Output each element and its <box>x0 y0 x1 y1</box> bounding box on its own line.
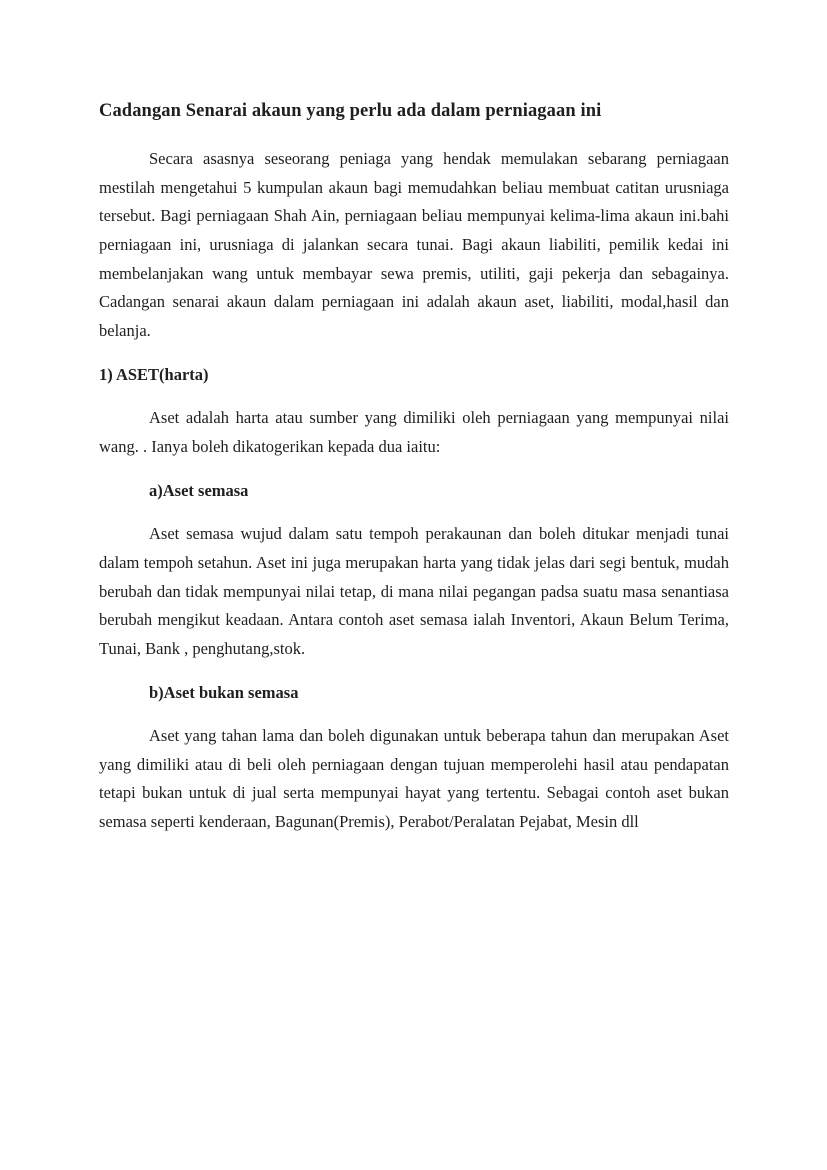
subheading-aset-bukan-semasa: b)Aset bukan semasa <box>149 682 299 702</box>
aset-bukan-semasa-paragraph: Aset yang tahan lama dan boleh digunakan untuk beberapa tahun dan merupakan Aset yang dimiliki atau di beli oleh perniagaan dengan tujuan memperolehi hasil atau pendapatan tetapi bukan untuk di jual serta mempunyai hayat yang tertentu. Sebagai contoh aset bukan semasa seperti kenderaan, Bagunan(Premis), Perabot/Peralatan Pejabat, Mesin dll <box>99 726 729 832</box>
intro-paragraph: Secara asasnya seseorang peniaga yang hendak memulakan sebarang perniagaan mestilah mengetahui 5 kumpulan akaun bagi memudahkan beliau membuat catitan urusniaga tersebut. Bagi perniagaan Shah Ain, perniagaan beliau mempunyai kelima-lima akaun ini.bahi perniagaan ini, urusniaga di jalankan secara tunai. Bagi akaun liabiliti, pemilik kedai ini membelanjakan wang untuk membayar sewa premis, utiliti, gaji pekerja dan sebagainya. Cadangan senarai akaun dalam perniagaan ini adalah akaun aset, liabiliti, modal,hasil dan belanja. <box>99 149 729 340</box>
subheading-aset-semasa: a)Aset semasa <box>149 480 249 500</box>
section-heading-aset: 1) ASET(harta) <box>99 364 209 384</box>
aset-intro-paragraph: Aset adalah harta atau sumber yang dimiliki oleh perniagaan yang mempunyai nilai wang. . Ianya boleh dikatogerikan kepada dua iaitu: <box>99 408 729 456</box>
aset-semasa-paragraph: Aset semasa wujud dalam satu tempoh perakaunan dan boleh ditukar menjadi tunai dalam tempoh setahun. Aset ini juga merupakan harta yang tidak jelas dari segi bentuk, mudah berubah dan tidak mempunyai nilai tetap, di mana nilai pegangan padsa suatu masa senantiasa berubah mengikut keadaan. Antara contoh aset semasa ialah Inventori, Akaun Belum Terima, Tunai, Bank , penghutang,stok. <box>99 524 729 658</box>
document-title: Cadangan Senarai akaun yang perlu ada dalam perniagaan ini <box>99 101 602 121</box>
